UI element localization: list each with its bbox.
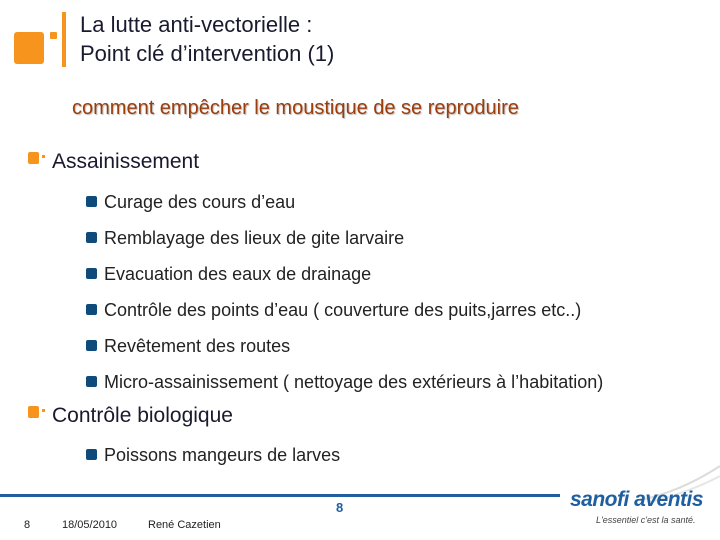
square-bullet-icon	[86, 340, 97, 351]
square-bullet-icon	[86, 232, 97, 243]
footer-author: René Cazetien	[148, 519, 221, 531]
footer-slide-number: 8	[24, 519, 31, 531]
slide-title	[80, 10, 334, 68]
list-item-text: Poissons mangeurs de larves	[104, 445, 341, 465]
list-item-text: Contrôle des points d’eau ( couverture des puits,jarres etc..)	[104, 300, 582, 320]
list-item-text: Evacuation des eaux de drainage	[104, 264, 372, 284]
brand-logo	[570, 488, 710, 534]
title-line-1: La lutte anti-vectorielle :	[80, 12, 313, 37]
square-bullet-icon	[86, 449, 97, 460]
section-bullet-icon	[28, 404, 46, 422]
square-bullet-icon	[86, 268, 97, 279]
footer-page-number: 8	[336, 500, 344, 515]
title-divider	[62, 12, 66, 67]
square-bullet-icon	[86, 304, 97, 315]
footer-rule	[0, 494, 560, 497]
list-item-text: Curage des cours d’eau	[104, 192, 296, 212]
list-item-text: Revêtement des routes	[104, 336, 291, 356]
footer-date: 18/05/2010	[62, 519, 118, 531]
square-bullet-icon	[86, 376, 97, 387]
list-item-text: Remblayage des lieux de gite larvaire	[104, 228, 405, 248]
section-bullet-icon	[28, 150, 46, 168]
slide-subtitle: comment empêcher le moustique de se reproduire	[72, 97, 519, 119]
logo-mark	[14, 28, 58, 68]
section-label: Contrôle biologique	[52, 404, 233, 427]
list-item-text: Micro-assainissement ( nettoyage des extérieurs à l’habitation)	[104, 372, 604, 392]
title-line-2: Point clé d’intervention (1)	[80, 41, 335, 66]
brand-name: sanofi aventis	[570, 488, 704, 511]
brand-tagline: L'essentiel c'est la santé.	[596, 515, 696, 525]
section-label: Assainissement	[52, 150, 200, 173]
square-bullet-icon	[86, 196, 97, 207]
